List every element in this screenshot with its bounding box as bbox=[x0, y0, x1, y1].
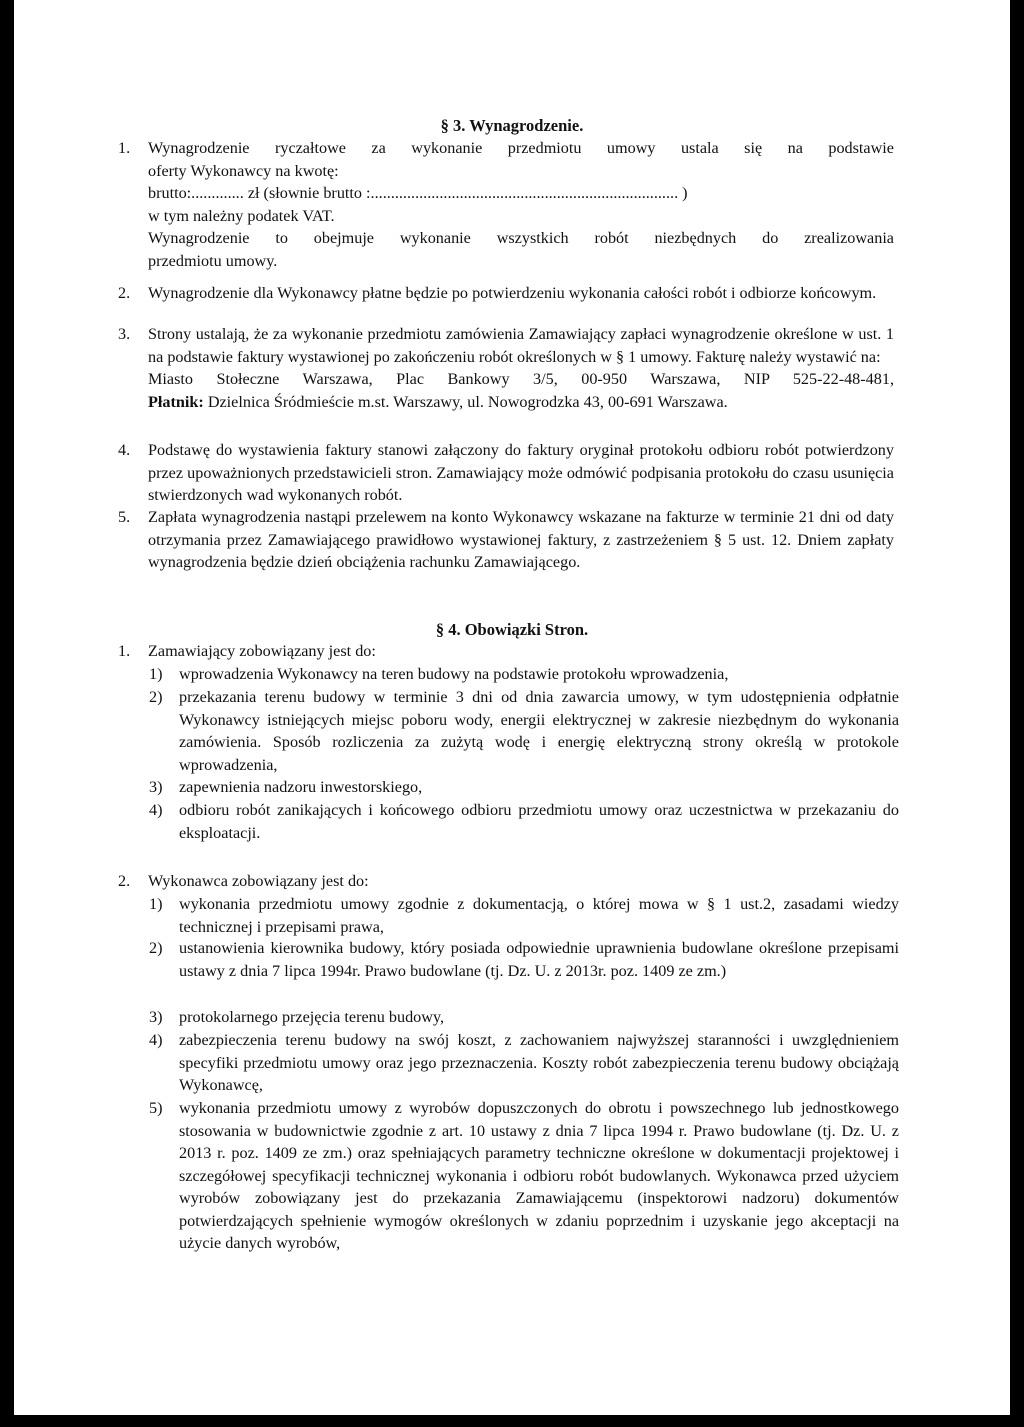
s3-item1-line2: oferty Wykonawcy na kwotę: bbox=[148, 161, 339, 180]
section3-heading: § 3. Wynagrodzenie. bbox=[440, 116, 584, 135]
s4-item1-sub4-number: 4) bbox=[149, 801, 163, 819]
s4-item1-sub2-number: 2) bbox=[149, 688, 163, 706]
s3-item1-number: 1. bbox=[118, 139, 131, 157]
s4-item1-sub2-text: przekazania terenu budowy w terminie 3 dni od dnia zawarcia umowy, w tym udostępnienia odpłatnie Wykonawcy istniejących miejsc poboru wody, energii elektrycznej w zakresie niezbędnym do wykonania zamówienia. Sposób rozliczenia za zużytą wodę i energię elektryczną strony określą w protokole wprowadzenia, bbox=[179, 688, 899, 774]
s3-item3-platnik-label: Płatnik: bbox=[148, 392, 204, 411]
s4-item2-sub1-number: 1) bbox=[149, 895, 163, 913]
s3-item2-text: Wynagrodzenie dla Wykonawcy płatne będzie po potwierdzeniu wykonania całości robót i odbiorze końcowym. bbox=[148, 284, 877, 302]
s4-item2-sub1 bbox=[149, 893, 899, 938]
s4-item2-sub2 bbox=[149, 937, 899, 982]
s4-item2-sub2-text: ustanowienia kierownika budowy, który posiada odpowiednie uprawnienia budowlane określone przepisami ustawy z dnia 7 lipca 1994r. Prawo budowlane (tj. Dz. U. z 2013r. poz. 1409 ze zm.) bbox=[179, 939, 899, 980]
s4-item1-sub4 bbox=[149, 799, 899, 844]
s3-item1-line5: Wynagrodzenie to obejmuje wykonanie wszystkich robót niezbędnych do zrealizowania bbox=[148, 229, 894, 247]
s4-item1-sub3 bbox=[149, 776, 899, 799]
s4-item2-sub5 bbox=[149, 1097, 899, 1255]
s4-item1-sub1-number: 1) bbox=[149, 665, 163, 683]
scan-border-left bbox=[0, 0, 14, 1427]
s4-item1-sub1 bbox=[149, 663, 899, 686]
s3-item3-platnik-text: Dzielnica Śródmieście m.st. Warszawy, ul. Nowogrodzka 43, 00-691 Warszawa. bbox=[203, 392, 728, 411]
scan-border-bottom bbox=[0, 1415, 1024, 1427]
s3-item1-line6: przedmiotu umowy. bbox=[148, 251, 278, 270]
s3-item3-text bbox=[148, 323, 894, 413]
s4-item2-sub4-text: zabezpieczenia terenu budowy na swój koszt, z zachowaniem najwyższej staranności i uwzględnieniem specyfiki przedmiotu umowy oraz jego przeznaczenia. Koszty robót zabezpieczenia terenu budowy obciążają Wykonawcę, bbox=[179, 1031, 899, 1094]
s4-item2-sub4 bbox=[149, 1029, 899, 1097]
s4-item1-sub2 bbox=[149, 686, 899, 776]
s3-item4-text: Podstawę do wystawienia faktury stanowi załączony do faktury oryginał protokołu odbioru robót potwierdzony przez upoważnionych przedstawicieli stron. Zamawiający może odmówić podpisania protokołu do czasu usunięcia stwierdzonych wad wykonanych robót. bbox=[148, 441, 894, 504]
s4-item1-intro: Zamawiający zobowiązany jest do: bbox=[148, 642, 376, 660]
s4-item2-sub1-text: wykonania przedmiotu umowy zgodnie z dokumentacją, o której mowa w § 1 ust.2, zasadami wiedzy technicznej i przepisami prawa, bbox=[179, 895, 899, 936]
section4-heading: § 4. Obowiązki Stron. bbox=[435, 620, 589, 639]
s4-item2-sub3-text: protokolarnego przejęcia terenu budowy, bbox=[179, 1008, 445, 1026]
s3-item2-number: 2. bbox=[118, 284, 131, 302]
s4-item2-sub2-number: 2) bbox=[149, 939, 163, 957]
s3-item5-number: 5. bbox=[118, 508, 131, 526]
s4-item1-sub4-text: odbioru robót zanikających i końcowego odbioru przedmiotu umowy oraz uczestnictwa w przekazaniu do eksploatacji. bbox=[179, 801, 899, 842]
s4-item2-sub4-number: 4) bbox=[149, 1031, 163, 1049]
s4-item2-number: 2. bbox=[118, 872, 131, 890]
s4-item1-sub3-text: zapewnienia nadzoru inwestorskiego, bbox=[179, 778, 423, 796]
s3-item3-address: Miasto Stołeczne Warszawa, Plac Bankowy 3/5, 00-950 Warszawa, NIP 525-22-48-481, bbox=[148, 370, 894, 388]
s4-item2-sub3 bbox=[149, 1006, 899, 1029]
s4-item1-number: 1. bbox=[118, 642, 131, 660]
s4-item2-sub5-text: wykonania przedmiotu umowy z wyrobów dopuszczonych do obrotu i powszechnego lub jednostkowego stosowania w budownictwie zgodnie z art. 10 ustawy z dnia 7 lipca 1994 r. Prawo budowlane (tj. Dz. U. z 2013 r. poz. 1409 ze zm.) oraz spełniających parametry techniczne określone w dokumentacji projektowej i szczegółowej specyfikacji technicznej wykonania i odbioru robót budowlanych. Wykonawca przed użyciem wyrobów zobowiązany jest do przekazania Zamawiającemu (inspektorowi nadzoru) dokumentów potwierdzających spełnienie wymogów określonych w zdaniu poprzednim i uzyskanie jego akceptacji na użycie danych wyrobów, bbox=[179, 1099, 899, 1252]
s4-item1-sub1-text: wprowadzenia Wykonawcy na teren budowy na podstawie protokołu wprowadzenia, bbox=[179, 665, 729, 683]
s3-item1-line4: w tym należny podatek VAT. bbox=[148, 206, 335, 225]
s3-item5-text: Zapłata wynagrodzenia nastąpi przelewem na konto Wykonawcy wskazane na fakturze w terminie 21 dni od daty otrzymania przez Zamawiającego prawidłowo wystawionej faktury, z zastrzeżeniem § 5 ust. 12. Dniem zapłaty wynagrodzenia będzie dzień obciążenia rachunku Zamawiającego. bbox=[148, 508, 894, 571]
s3-item1-line1: Wynagrodzenie ryczałtowe za wykonanie przedmiotu umowy ustala się na podstawie bbox=[148, 139, 894, 157]
s3-item1-text bbox=[148, 137, 894, 272]
scan-border-right bbox=[1010, 0, 1024, 1427]
s3-item4-number: 4. bbox=[118, 441, 131, 459]
s3-item3-number: 3. bbox=[118, 325, 131, 343]
s3-item3-main: Strony ustalają, że za wykonanie przedmiotu zamówienia Zamawiający zapłaci wynagrodzenie określone w ust. 1 na podstawie faktury wystawionej po zakończeniu robót określonych w § 1 umowy. Fakturę należy wystawić na: bbox=[148, 325, 894, 366]
s4-item2-intro: Wykonawca zobowiązany jest do: bbox=[148, 872, 369, 890]
s4-item2-sub5-number: 5) bbox=[149, 1099, 163, 1117]
s4-item2-sub3-number: 3) bbox=[149, 1008, 163, 1026]
s3-item1-line3: brutto:............. zł (słownie brutto :............................................................................ ) bbox=[148, 184, 688, 202]
s4-item1-sub3-number: 3) bbox=[149, 778, 163, 796]
